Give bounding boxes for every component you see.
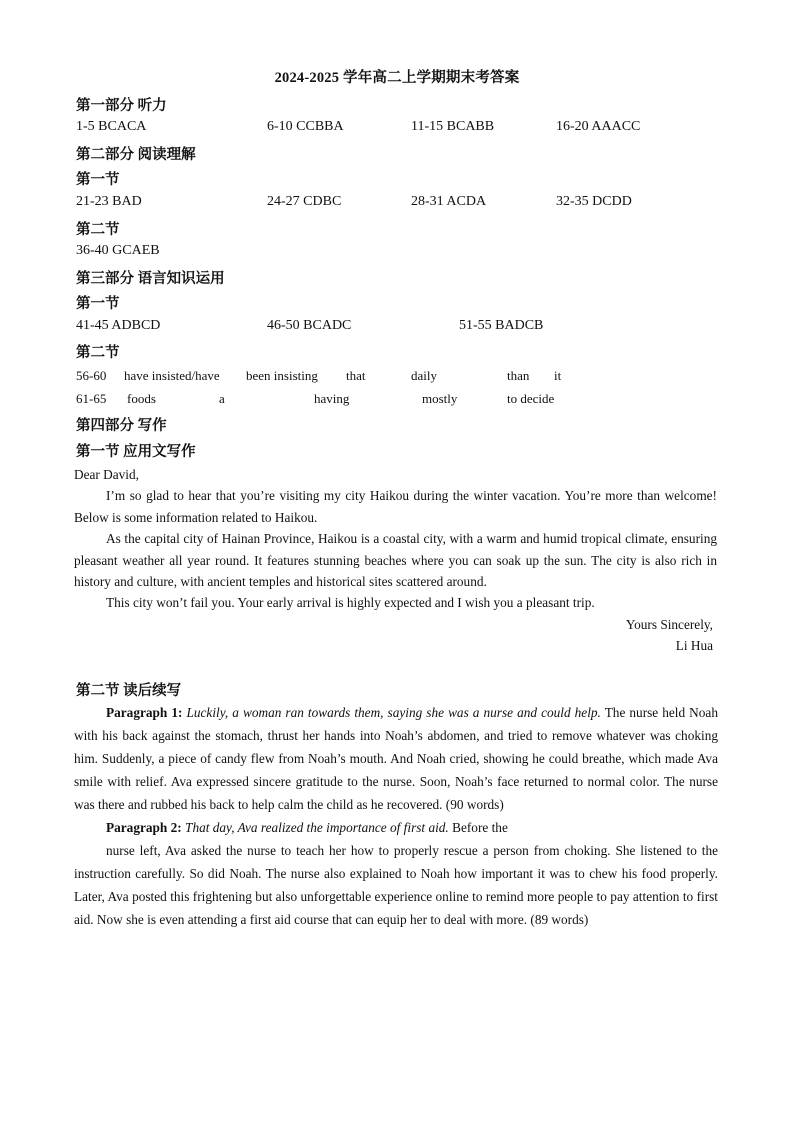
fill-in-answer: daily bbox=[411, 368, 437, 383]
part3-heading: 第三部分 语言知识运用 bbox=[76, 271, 225, 287]
fill-in-answer: been insisting bbox=[246, 368, 318, 383]
fill-in-answer: that bbox=[346, 368, 366, 383]
continuation-essay bbox=[74, 701, 718, 931]
part4-heading: 第四部分 写作 bbox=[76, 418, 167, 434]
part3-section1-heading: 第一节 bbox=[76, 296, 120, 312]
paragraph-opening-sentence: That day, Ava realized the importance of first aid. bbox=[185, 820, 449, 835]
fill-in-answer: than bbox=[507, 368, 530, 383]
part2-section2-answer: 36-40 GCAEB bbox=[76, 243, 160, 258]
answer-group: 51-55 BADCB bbox=[459, 318, 544, 333]
fill-in-answer: mostly bbox=[422, 391, 458, 406]
letter-paragraph: I’m so glad to hear that you’re visiting my city Haikou during the winter vacation. You’re more than welcome! Below is some information related to Haikou. bbox=[74, 488, 717, 525]
essay-paragraph-1 bbox=[74, 701, 718, 816]
paragraph-body: The nurse held Noah with his back against the stomach, thrust her hands into Noah’s abdomen, and tried to remove whatever was choking him. Suddenly, a piece of candy flew from Noah’s mouth. And Noah cried, showing he could breathe, which made Ava smile with relief. Ava expressed sincere gratitude to the nurse. Soon, Noah’s face returned to normal color. The nurse was there and rubbed his back to help calm the child as he recovered. (90 words) bbox=[74, 705, 718, 812]
part2-heading: 第二部分 阅读理解 bbox=[76, 147, 196, 163]
essay-paragraph-2-lead bbox=[74, 816, 718, 839]
answer-group: 16-20 AAACC bbox=[556, 119, 641, 134]
part2-section2-heading: 第二节 bbox=[76, 222, 120, 238]
paragraph-label: Paragraph 2: bbox=[106, 820, 182, 835]
essay-paragraph-2-body: nurse left, Ava asked the nurse to teach her how to properly rescue a person from choking. She listened to the instruction carefully. So did Noah. The nurse also explained to Noah how important it was to chew his food properly. Later, Ava posted this frightening but also unforgettable experience online to remind more people to pay attention to first aid. Now she is even attending a first aid course that can equip her to deal with more. (89 words) bbox=[74, 843, 718, 927]
part4-section1-heading: 第一节 应用文写作 bbox=[76, 444, 196, 460]
fill-in-range: 56-60 bbox=[76, 368, 107, 383]
part1-heading: 第一部分 听力 bbox=[76, 98, 167, 114]
part2-section1-heading: 第一节 bbox=[76, 172, 120, 188]
answer-group: 32-35 DCDD bbox=[556, 194, 632, 209]
page-title: 2024-2025 学年高二上学期期末考答案 bbox=[274, 70, 520, 86]
answer-group: 11-15 BCABB bbox=[411, 119, 495, 134]
answer-group: 1-5 BCACA bbox=[76, 119, 147, 134]
fill-in-range: 61-65 bbox=[76, 391, 107, 406]
application-letter bbox=[74, 464, 717, 657]
paragraph-opening-sentence: Luckily, a woman ran towards them, saying she was a nurse and could help. bbox=[186, 705, 601, 720]
part3-section2-heading: 第二节 bbox=[76, 345, 120, 361]
fill-in-answer: it bbox=[554, 368, 562, 383]
letter-signature: Li Hua bbox=[675, 638, 713, 654]
letter-closing: Yours Sincerely, bbox=[625, 616, 713, 632]
letter-paragraph: This city won’t fail you. Your early arrival is highly expected and I wish you a pleasant trip. bbox=[106, 595, 595, 611]
paragraph-lead: Before the bbox=[452, 820, 508, 835]
fill-in-answer: a bbox=[219, 391, 225, 406]
letter-paragraph: As the capital city of Hainan Province, Haikou is a coastal city, with a warm and humid tropical climate, ensuring pleasant weather all year round. It features stunning beaches where you can soak up the sun. The city is also rich in history and culture, with ancient temples and historical sites scattered around. bbox=[74, 531, 717, 590]
answer-group: 24-27 CDBC bbox=[267, 194, 342, 209]
fill-in-answer: to decide bbox=[507, 391, 555, 406]
paragraph-label: Paragraph 1: bbox=[106, 705, 183, 720]
answer-group: 21-23 BAD bbox=[76, 194, 142, 209]
fill-in-answer: foods bbox=[127, 391, 156, 406]
fill-in-answer: having bbox=[314, 391, 350, 406]
fill-in-answer: have insisted/have bbox=[124, 368, 220, 383]
answer-group: 28-31 ACDA bbox=[411, 194, 487, 209]
answer-group: 6-10 CCBBA bbox=[267, 119, 344, 134]
answer-group: 41-45 ADBCD bbox=[76, 318, 161, 333]
part4-section2-heading: 第二节 读后续写 bbox=[76, 683, 182, 699]
answer-group: 46-50 BCADC bbox=[267, 318, 352, 333]
letter-salutation: Dear David, bbox=[74, 467, 139, 482]
